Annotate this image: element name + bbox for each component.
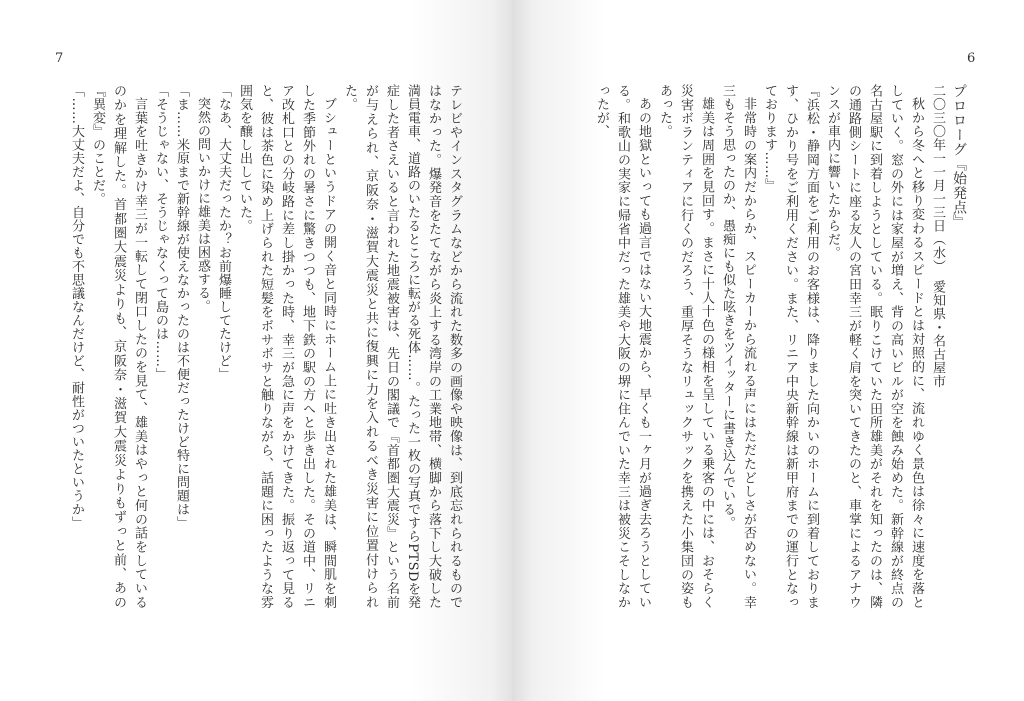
paragraph: 雄美は周囲を見回す。まさに十人十色の様相を呈している乗客の中には、おそらく災害ボランティアに行くのだろう、重厚そうなリュックサックを携えた小集団の姿もあった。 [657,84,714,609]
left-page-body [66,84,465,609]
dialogue-line: 「そうじゃない、そうじゃなくって島のは……」 [153,84,168,381]
dialogue-line: 「……大丈夫だよ、自分でも不思議なんだけど、耐性がついたというか」 [69,84,84,530]
paragraph: ブシューというドアの開く音と同時にホーム上に吐き出された雄美は、瞬間肌を刺した季節外れの暑さに驚きつつも、地下鉄の駅の方へと歩き出した。その道中、リニア改札口との分岐路に差し掛かった時、幸三が急に声をかけてきた。振り返って見ると、彼は茶色に染め上げられた短髪をボサボサと触りながら、話題に困ったような雰囲気を醸し出していた。 [237,84,336,610]
dateline: 二〇三〇年一一月一三日（水） 愛知県・名古屋市 [930,84,945,388]
dialogue-line: 「なあ、大丈夫だったか？お前爆睡してたけど」 [216,84,231,381]
paragraph: 言葉を吐きかけ幸三が一転して閉口したのを見て、雄美はやっと何の話をしているのかを理解した。首都圏大震災よりも、京阪奈・滋賀大震災よりもずっと前、あの『異変』のことだ。 [90,84,147,610]
page-number-left: 7 [55,51,64,66]
paragraph: あの地獄といっても過言ではない大地震から、早くも一ヶ月が過ぎ去ろうとしている。和歌山の実家に帰省中だった雄美や大阪の堺に住んでいた幸三は被災こそしなかったが、 [594,84,651,610]
chapter-title: プロローグ『始発点』 [951,84,967,229]
announcement: 『浜松・静岡方面をご利用のお客様は、降りました向かいのホームに到着しております、ひかり号をご利用ください。また、リニア中央新幹線は新甲府までの運行となっております……』 [762,84,819,609]
right-page-body [591,84,969,609]
page-number-right: 6 [967,51,976,66]
right-page[interactable] [512,0,1024,701]
paragraph: 突然の問いかけに雄美は困惑する。 [195,97,210,313]
paragraph: テレビやインスタグラムなどから流れた数多の画像や映像は、到底忘れられるものではなかった。爆発音をたてながら炎上する湾岸の工業地帯、横脚から落下し大破した満員電車、道路のいたるところに転がる死体……。たった一枚の写真ですらPTSDを発症した者さえいると言われた地震被害は、先日の閣議で『首都圏大震災』という名前が与えられ、京阪奈・滋賀大震災と共に復興に力を入れるべき災害に位置付けられた。 [342,84,462,609]
dialogue-line: 「ま……米原まで新幹線が使えなかったのは不便だったけど特に問題は」 [174,84,189,530]
paragraph: 秋から冬へと移り変わるスピードとは対照的に、流れゆく景色は徐々に速度を落としていく。窓の外には家屋が増え、背の高いビルが空を蝕み始めた。新幹線が終点の名古屋駅に到着しようとしている。眠りこけていた田所雄美がそれを知ったのは、隣の通路側シートに座る友人の宮田幸三が軽く肩を突いてきたのと、車掌によるアナウンスが車内に響いたからだ。 [825,84,924,609]
paragraph: 非常時の案内だからか、スピーカーから流れる声にはただたどしさが否めない。幸三もそう思ったのか、愚痴にも似た呟きをツイッターに書き込んでいる。 [720,84,756,609]
